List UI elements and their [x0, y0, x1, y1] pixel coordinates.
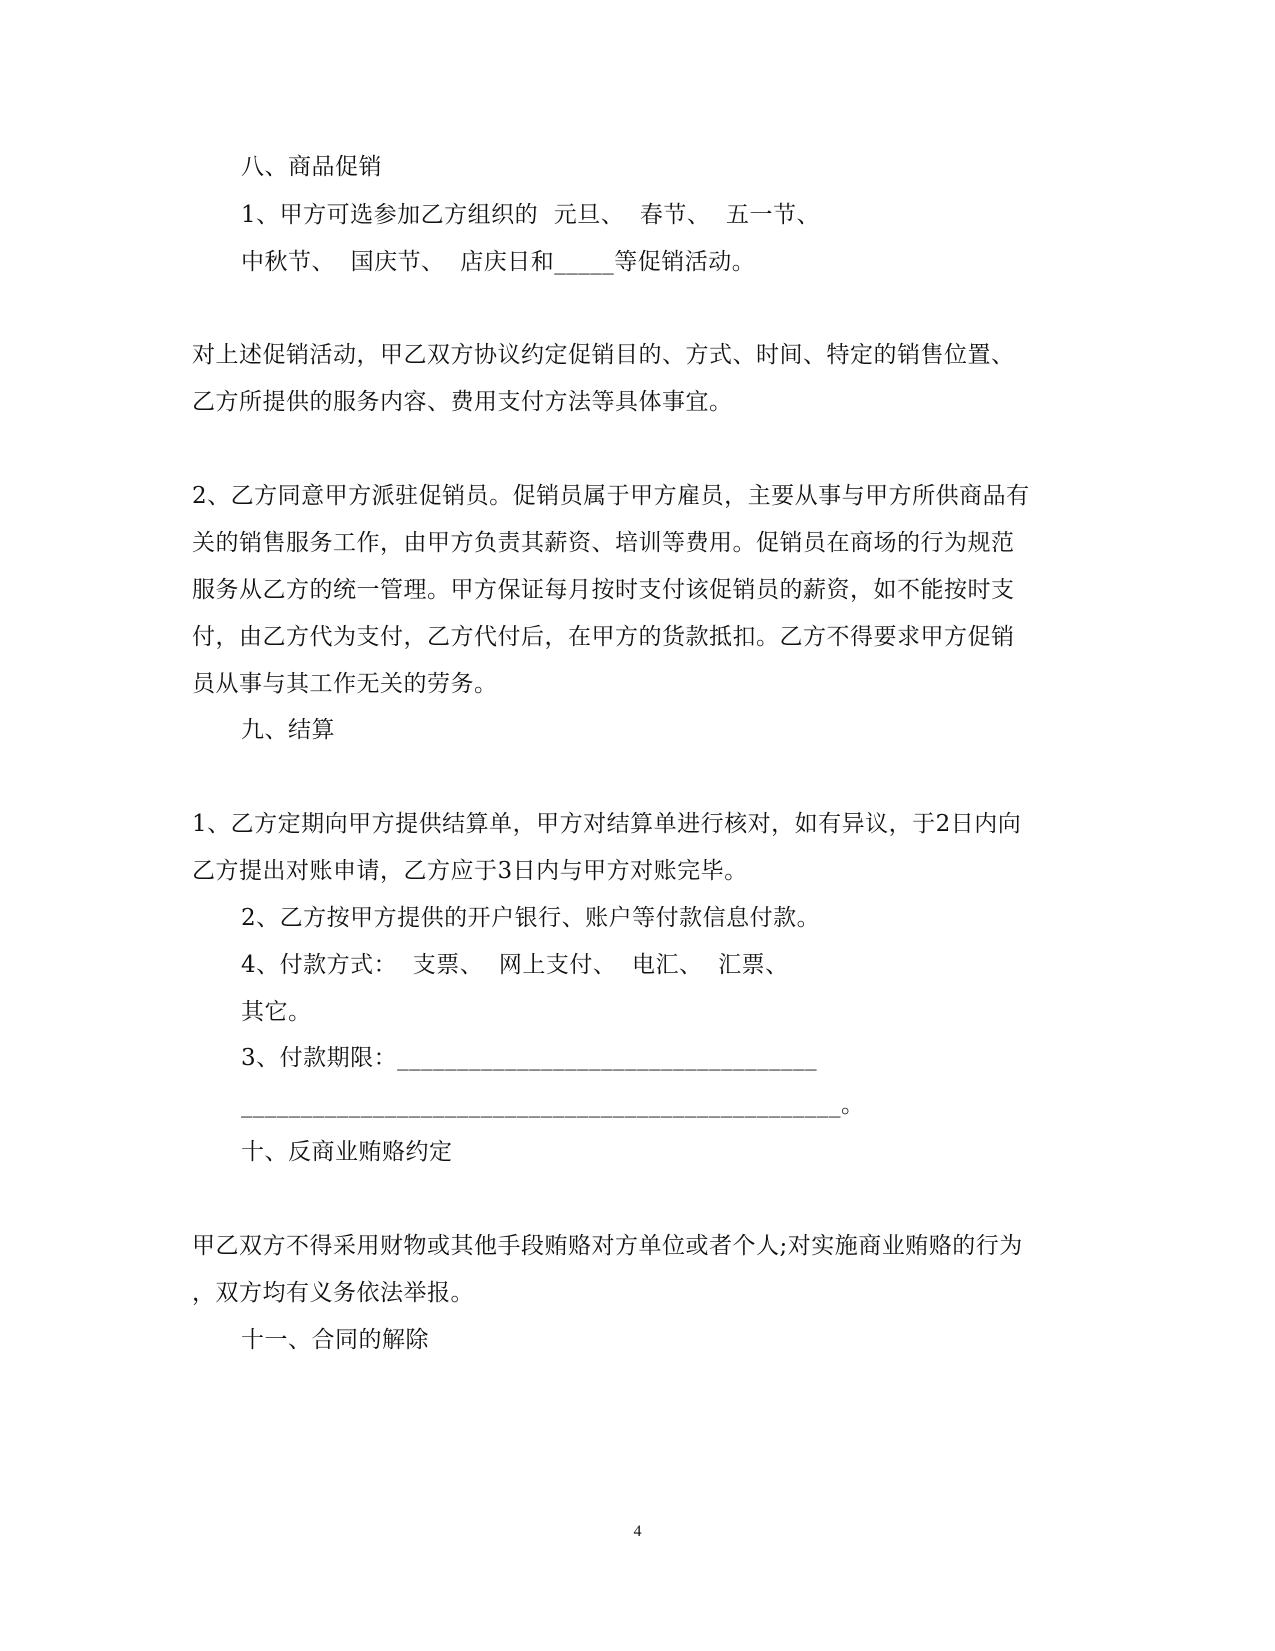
clause-settlement-2: 2、乙方按甲方提供的开户银行、账户等付款信息付款。	[241, 905, 821, 931]
clause-promotion-2-line3: 服务从乙方的统一管理。甲方保证每月按时支付该促销员的薪资，如不能按时支	[192, 577, 1015, 603]
clause-settlement-1: 1、乙方定期向甲方提供结算单，甲方对结算单进行核对，如有异议，于2日内向	[192, 811, 1022, 837]
paragraph-promotion-terms-cont: 乙方所提供的服务内容、费用支付方法等具体事宜。	[192, 389, 733, 415]
clause-promotion-2-line4: 付，由乙方代为支付，乙方代付后，在甲方的货款抵扣。乙方不得要求甲方促销	[192, 624, 1015, 650]
clause-payment-method-cont: 其它。	[241, 999, 312, 1025]
paragraph-promotion-terms: 对上述促销活动，甲乙双方协议约定促销目的、方式、时间、特定的销售位置、	[192, 342, 1015, 368]
clause-promotion-1-cont: 中秋节、 国庆节、 店庆日和_____等促销活动。	[241, 249, 756, 275]
section-heading-termination: 十一、合同的解除	[241, 1327, 429, 1353]
clause-promotion-2-line5: 员从事与其工作无关的劳务。	[192, 671, 498, 697]
page-number: 4	[633, 1523, 642, 1540]
clause-payment-method: 4、付款方式： 支票、 网上支付、 电汇、 汇票、	[241, 952, 789, 978]
paragraph-anti-bribery: 甲乙双方不得采用财物或其他手段贿赂对方单位或者个人;对实施商业贿赂的行为	[192, 1233, 1023, 1259]
section-heading-promotion: 八、商品促销	[241, 154, 382, 180]
clause-payment-term: 3、付款期限：___________________________________	[241, 1045, 818, 1071]
clause-promotion-1: 1、甲方可选参加乙方组织的 元旦、 春节、 五一节、	[241, 202, 820, 228]
section-heading-settlement: 九、结算	[241, 717, 335, 743]
clause-settlement-1-cont: 乙方提出对账申请，乙方应于3日内与甲方对账完毕。	[192, 858, 748, 884]
clause-promotion-2: 2、乙方同意甲方派驻促销员。促销员属于甲方雇员，主要从事与甲方所供商品有	[192, 483, 1030, 509]
paragraph-anti-bribery-cont: ，双方均有义务依法举报。	[192, 1280, 474, 1306]
clause-payment-term-blank: __________________________________________________。	[241, 1092, 865, 1118]
section-heading-anti-bribery: 十、反商业贿赂约定	[241, 1139, 453, 1165]
clause-promotion-2-line2: 关的销售服务工作，由甲方负责其薪资、培训等费用。促销员在商场的行为规范	[192, 530, 1015, 556]
